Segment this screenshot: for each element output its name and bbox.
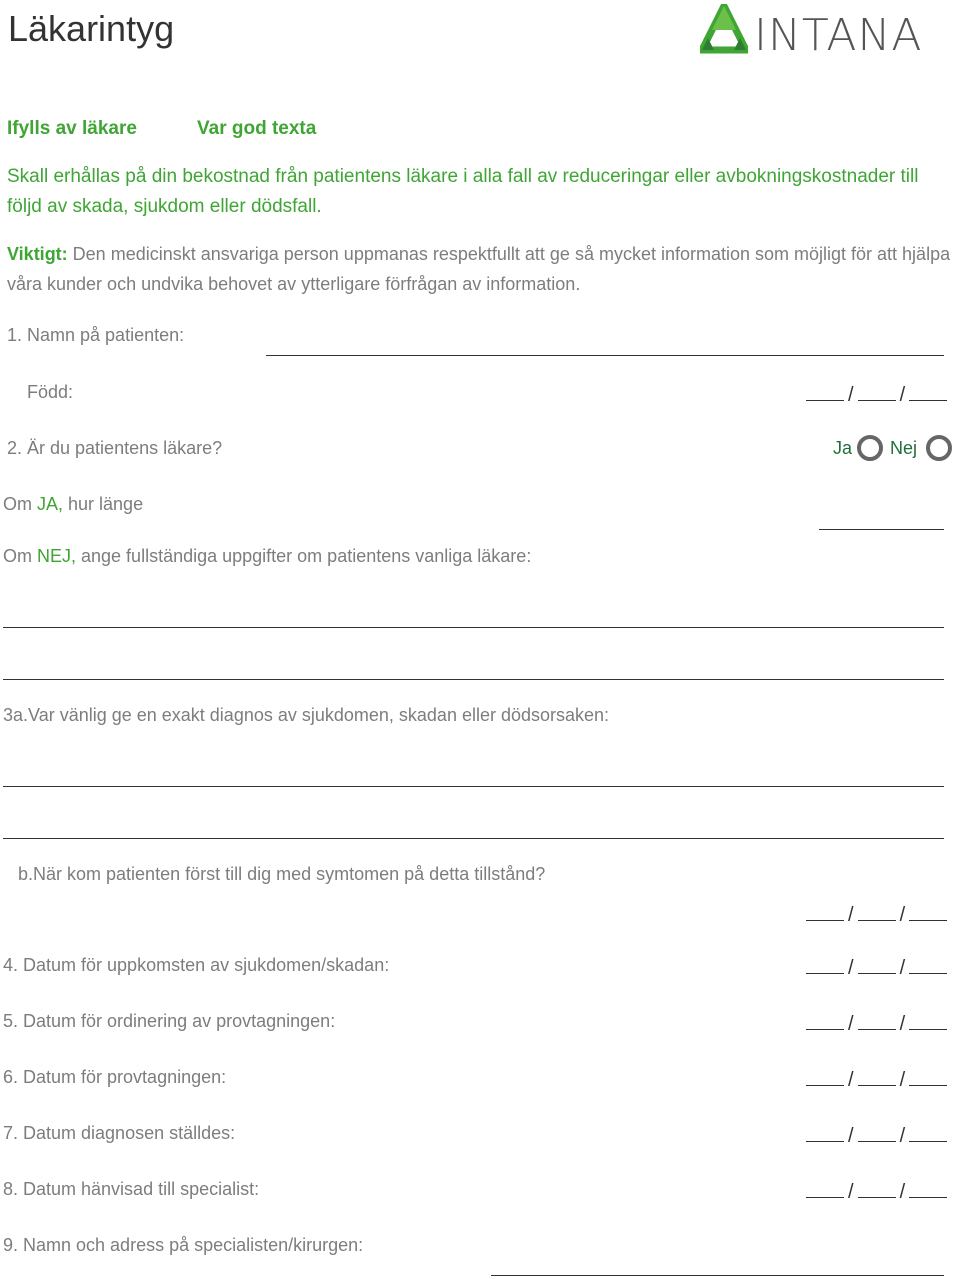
date-separator: / — [848, 384, 854, 406]
day-blank[interactable] — [806, 955, 844, 974]
day-blank[interactable] — [806, 1067, 844, 1086]
if-yes-how-long-label — [3, 494, 143, 515]
month-blank[interactable] — [858, 1067, 896, 1086]
q3a-diagnosis-label: 3a.Var vänlig ge en exakt diagnos av sjukdomen, skadan eller dödsorsaken: — [3, 705, 610, 725]
page-title: Läkarintyg — [8, 8, 175, 49]
referral-date-field[interactable] — [806, 1179, 947, 1204]
onset-date-field[interactable] — [806, 955, 947, 980]
q8-referral-date-label: 8. Datum hänvisad till specialist: — [3, 1179, 260, 1199]
year-blank[interactable] — [909, 382, 947, 401]
q9-specialist-label: 9. Namn och adress på specialisten/kirurgen: — [3, 1235, 364, 1255]
month-blank[interactable] — [858, 955, 896, 974]
if-yes-pre: Om — [3, 494, 37, 514]
q6-test-date-label: 6. Datum för provtagningen: — [3, 1067, 227, 1087]
intana-logo — [700, 4, 950, 64]
q1-patient-name-label: 1. Namn på patienten: — [7, 325, 185, 345]
first-visit-date-field[interactable] — [806, 902, 947, 927]
month-blank[interactable] — [858, 1179, 896, 1198]
month-blank[interactable] — [858, 902, 896, 921]
date-separator: / — [899, 384, 906, 406]
born-label: Född: — [27, 382, 74, 402]
date-separator: / — [848, 1181, 854, 1203]
test-order-date-field[interactable] — [806, 1011, 947, 1036]
date-separator: / — [899, 1069, 906, 1091]
date-separator: / — [848, 1013, 854, 1035]
print-please-label: Var god texta — [197, 118, 317, 139]
important-text: Den medicinskt ansvariga person uppmanas respektfullt att ge så mycket information som möjligt för att hjälpa våra kunder och undvika behovet av ytterligare förfrågan av information. — [7, 244, 951, 294]
day-blank[interactable] — [806, 1179, 844, 1198]
if-no-key: NEJ, — [37, 546, 77, 566]
month-blank[interactable] — [858, 382, 896, 401]
no-label: Nej — [890, 438, 918, 458]
if-yes-post: hur länge — [63, 494, 144, 514]
logo-text: INTANA — [754, 10, 923, 61]
q4-onset-date-label: 4. Datum för uppkomsten av sjukdomen/skadan: — [3, 955, 390, 975]
diagnosis-field-1[interactable] — [3, 786, 944, 787]
yes-label: Ja — [833, 438, 853, 458]
date-separator: / — [848, 957, 854, 979]
specialist-field[interactable] — [491, 1275, 944, 1276]
q3b-first-visit-label: b.När kom patienten först till dig med symtomen på detta tillstånd? — [18, 864, 546, 884]
if-no-pre: Om — [3, 546, 37, 566]
day-blank[interactable] — [806, 902, 844, 921]
born-date-field[interactable] — [806, 382, 947, 407]
date-separator: / — [899, 904, 906, 926]
important-label: Viktigt: — [7, 244, 68, 264]
q5-test-order-date-label: 5. Datum för ordinering av provtagningen: — [3, 1011, 336, 1031]
date-separator: / — [899, 957, 906, 979]
q2-are-you-doctor-label: 2. Är du patientens läkare? — [7, 438, 223, 458]
year-blank[interactable] — [909, 955, 947, 974]
no-radio[interactable] — [926, 435, 952, 461]
month-blank[interactable] — [858, 1123, 896, 1142]
date-separator: / — [899, 1013, 906, 1035]
regular-doctor-field-2[interactable] — [3, 679, 944, 680]
if-no-details-label — [3, 546, 531, 567]
date-separator: / — [899, 1125, 906, 1147]
day-blank[interactable] — [806, 1011, 844, 1030]
diagnosis-date-field[interactable] — [806, 1123, 947, 1148]
yes-radio[interactable] — [857, 435, 883, 461]
date-separator: / — [848, 1125, 854, 1147]
year-blank[interactable] — [909, 1067, 947, 1086]
regular-doctor-field-1[interactable] — [3, 627, 944, 628]
year-blank[interactable] — [909, 1123, 947, 1142]
if-no-post: ange fullständiga uppgifter om patientens vanliga läkare: — [76, 546, 532, 566]
q7-diagnosis-date-label: 7. Datum diagnosen ställdes: — [3, 1123, 236, 1143]
date-separator: / — [848, 904, 854, 926]
patient-name-field[interactable] — [266, 355, 944, 356]
month-blank[interactable] — [858, 1011, 896, 1030]
day-blank[interactable] — [806, 1123, 844, 1142]
day-blank[interactable] — [806, 382, 844, 401]
intana-triangle-logo-icon — [700, 4, 748, 62]
if-yes-key: JA, — [37, 494, 64, 514]
year-blank[interactable] — [909, 1179, 947, 1198]
year-blank[interactable] — [909, 902, 947, 921]
year-blank[interactable] — [909, 1011, 947, 1030]
date-separator: / — [848, 1069, 854, 1091]
date-separator: / — [899, 1181, 906, 1203]
intro-text: Skall erhållas på din bekostnad från patientens läkare i alla fall av reduceringar eller avbokningskostnader till följd av skada, sjukdom eller dödsfall. — [7, 166, 919, 217]
how-long-field[interactable] — [819, 529, 944, 530]
diagnosis-field-2[interactable] — [3, 838, 944, 839]
test-date-field[interactable] — [806, 1067, 947, 1092]
filled-by-doctor-label: Ifylls av läkare — [7, 118, 137, 139]
important-note — [7, 239, 957, 299]
